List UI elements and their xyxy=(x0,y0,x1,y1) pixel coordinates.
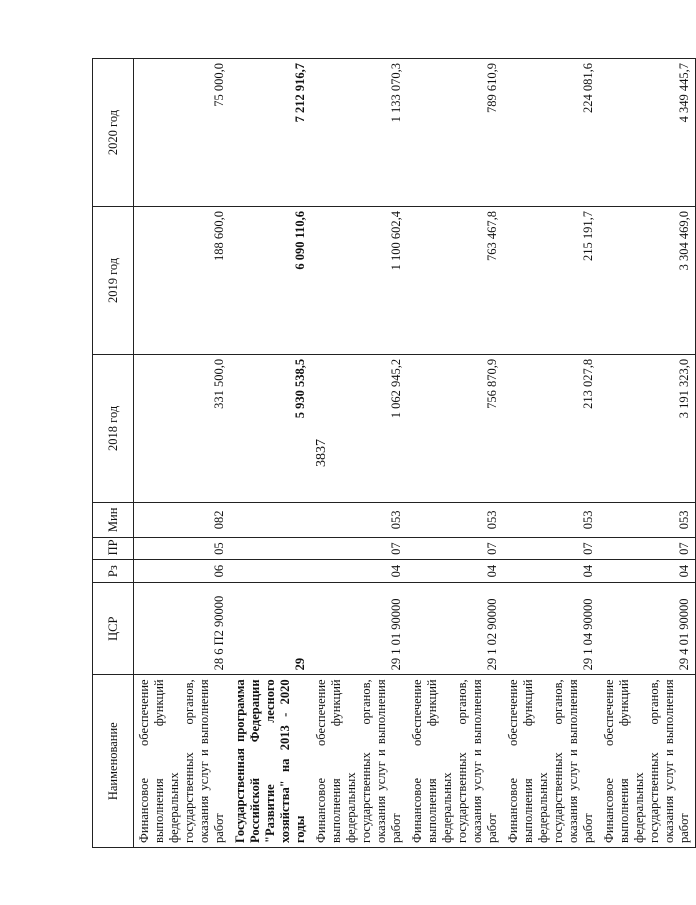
header-pr: ПР xyxy=(93,537,134,560)
row-min xyxy=(230,502,311,537)
row-name: Финансовое обеспечение выполнения функций федеральных государственных органов, оказания услуг и выполнения работ xyxy=(134,675,231,848)
row-csr: 29 1 04 90000 xyxy=(503,582,599,674)
table-row xyxy=(134,59,231,848)
row-min: 053 xyxy=(503,502,599,537)
row-2019: 6 090 110,6 xyxy=(230,206,311,354)
table-row xyxy=(599,59,696,848)
row-2018: 213 027,8 xyxy=(503,354,599,502)
row-2018: 3 191 323,0 xyxy=(599,354,696,502)
row-pr: 07 xyxy=(503,537,599,560)
row-pr: 07 xyxy=(599,537,696,560)
table-row xyxy=(407,59,503,848)
row-2020: 7 212 916,7 xyxy=(230,59,311,207)
row-csr: 29 xyxy=(230,582,311,674)
row-rz: 04 xyxy=(599,560,696,583)
row-2018: 331 500,0 xyxy=(134,354,231,502)
table-row xyxy=(311,59,407,848)
row-min: 053 xyxy=(407,502,503,537)
table-header-row xyxy=(93,59,134,848)
row-min: 053 xyxy=(599,502,696,537)
row-name: Финансовое обеспечение выполнения функций федеральных государственных органов, оказания услуг и выполнения работ xyxy=(407,675,503,848)
header-min: Мин xyxy=(93,502,134,537)
row-name: Финансовое обеспечение выполнения функций федеральных государственных органов, оказания услуг и выполнения работ xyxy=(599,675,696,848)
table-row xyxy=(503,59,599,848)
row-csr: 29 1 01 90000 xyxy=(311,582,407,674)
row-2018: 5 930 538,5 xyxy=(230,354,311,502)
row-name: Финансовое обеспечение выполнения функций федеральных государственных органов, оказания услуг и выполнения работ xyxy=(503,675,599,848)
row-2018: 756 870,9 xyxy=(407,354,503,502)
row-csr: 29 1 02 90000 xyxy=(407,582,503,674)
row-csr: 29 4 01 90000 xyxy=(599,582,696,674)
row-rz: 04 xyxy=(407,560,503,583)
header-2018: 2018 год xyxy=(93,354,134,502)
rotated-sheet xyxy=(92,58,691,848)
row-rz xyxy=(230,560,311,583)
row-pr: 07 xyxy=(311,537,407,560)
row-pr: 05 xyxy=(134,537,231,560)
row-pr xyxy=(230,537,311,560)
header-2019: 2019 год xyxy=(93,206,134,354)
row-name: Финансовое обеспечение выполнения функций федеральных государственных органов, оказания услуг и выполнения работ xyxy=(311,675,407,848)
header-2020: 2020 год xyxy=(93,59,134,207)
row-2019: 1 100 602,4 xyxy=(311,206,407,354)
row-rz: 04 xyxy=(503,560,599,583)
row-2019: 3 304 469,0 xyxy=(599,206,696,354)
row-2019: 763 467,8 xyxy=(407,206,503,354)
row-rz: 06 xyxy=(134,560,231,583)
header-name: Наименование xyxy=(93,675,134,848)
row-2019: 215 191,7 xyxy=(503,206,599,354)
row-2020: 4 349 445,7 xyxy=(599,59,696,207)
table-row-program xyxy=(230,59,311,848)
row-2018: 1 062 945,2 xyxy=(311,354,407,502)
header-csr: ЦСР xyxy=(93,582,134,674)
budget-table xyxy=(92,58,696,848)
row-min: 082 xyxy=(134,502,231,537)
row-2020: 75 000,0 xyxy=(134,59,231,207)
row-2020: 1 133 070,3 xyxy=(311,59,407,207)
row-csr: 28 6 П2 90000 xyxy=(134,582,231,674)
row-min: 053 xyxy=(311,502,407,537)
row-rz: 04 xyxy=(311,560,407,583)
header-rz: Рз xyxy=(93,560,134,583)
row-pr: 07 xyxy=(407,537,503,560)
row-name: Государственная программа Российской Федерации "Развитие лесного хозяйства" на 2013 - 2020 годы xyxy=(230,675,311,848)
page-number: 3837 xyxy=(314,439,329,467)
row-2019: 188 600,0 xyxy=(134,206,231,354)
row-2020: 789 610,9 xyxy=(407,59,503,207)
row-2020: 224 081,6 xyxy=(503,59,599,207)
